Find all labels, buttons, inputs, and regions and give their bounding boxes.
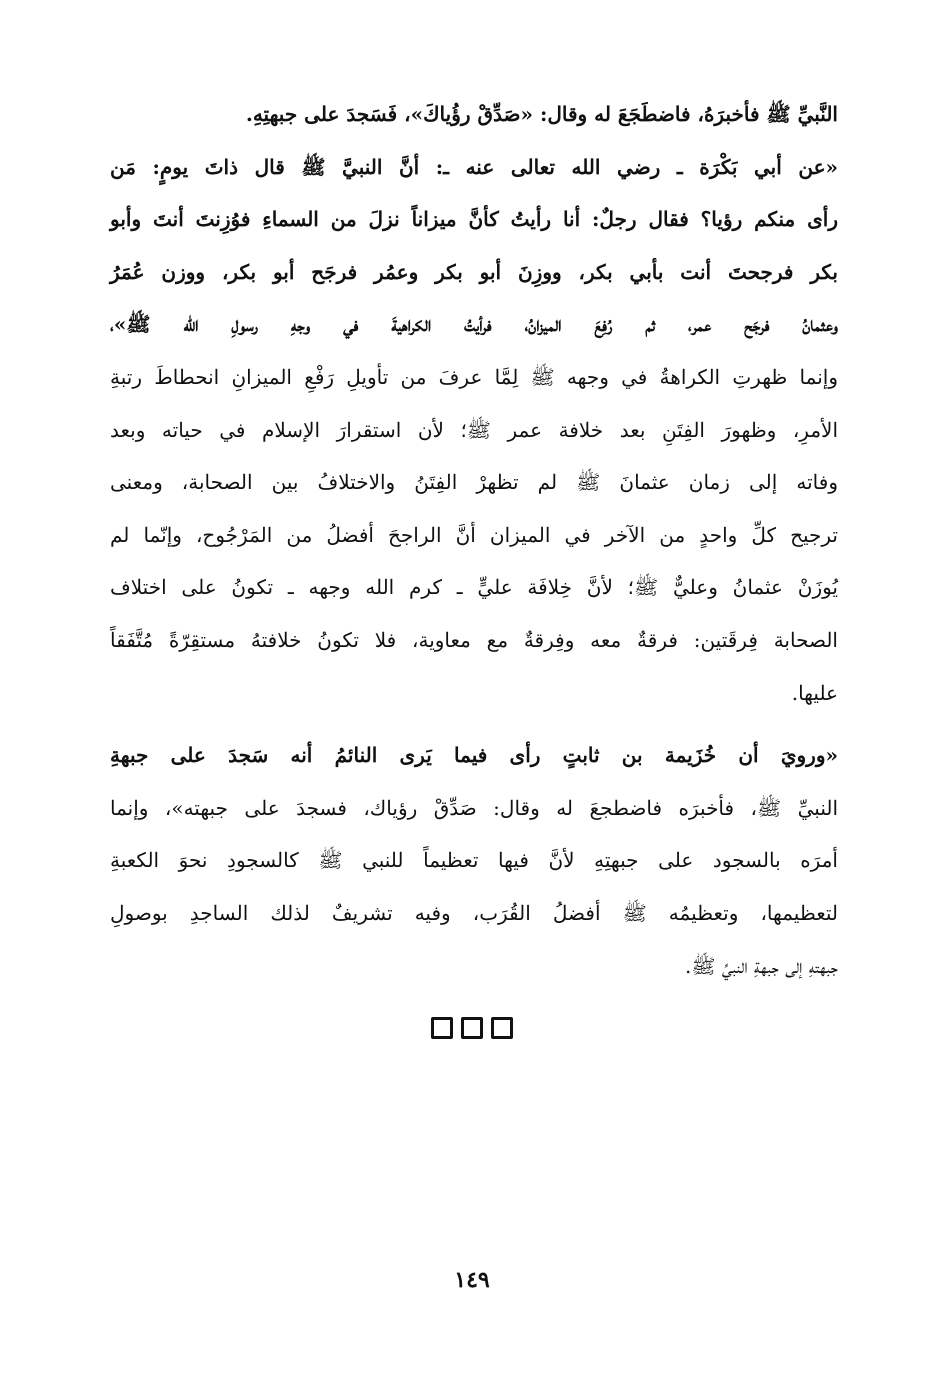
text-line: جبهتهِ إلى جبهةِ النبيِّ ﷺ. — [685, 953, 838, 978]
text-line: عليها. — [791, 680, 838, 705]
page-body — [110, 88, 838, 992]
text-line: وإنما ظهرتِ الكراهةُ في وجهه ﷺ لِمَّا عرفَ من تأويلِ رَفْعِ الميزانِ انحطاطَ رتبةِ — [110, 364, 838, 389]
text-line: الصحابة فِرقَتين: فرقةٌ معه وفِرقةٌ مع معاوية، فلا تكونُ خلافتهُ مستقِرّةً مُتَّفَقاً — [110, 627, 838, 652]
paragraph-1 — [110, 88, 838, 141]
text-line: الأمرِ، وظهورَ الفِتَنِ بعد خلافة عمر ﷺ؛ لأن استقرارَ الإسلام في حياته وبعد — [110, 417, 838, 442]
text-line: «ورويَ أن خُزَيمة بن ثابتٍ رأى فيما يَرى النائمُ أنه سَجدَ على جبهةِ — [110, 743, 838, 768]
text-line: بكر فرجحتَ أنت بأبي بكر، ووزِنَ أبو بكر وعمُر فرجَح أبو بكر، ووزن عُمَرُ — [110, 259, 838, 284]
separator-box-icon — [431, 1017, 453, 1039]
section-separator — [0, 1017, 944, 1039]
paragraph-2 — [110, 141, 838, 720]
text-line: رأى منكم رؤيا؟ فقال رجلٌ: أنا رأيتُ كأنَّ ميزاناً نزلَ من السماءِ فوُزِنتَ أنتَ وأبو — [110, 207, 838, 232]
text-line: النَّبيِّ ﷺ فأخبرَهُ، فاضطَجَعَ له وقال: «صَدِّقْ رؤُياكَ»، فَسَجدَ على جبهتِهِ. — [245, 102, 838, 126]
separator-box-icon — [461, 1017, 483, 1039]
text-line: النبيِّ ﷺ، فأخبرَه فاضطجعَ له وقال: صَدِّقْ رؤياك، فسجدَ على جبهته»، وإنما — [110, 795, 838, 820]
text-line: ترجيح كلِّ واحدٍ من الآخر في الميزان أنَّ الراجحَ أفضلُ من المَرْجُوح، وإنّما لم — [110, 522, 838, 547]
page-number: ١٤٩ — [454, 1267, 490, 1293]
text-line: أمرَه بالسجود على جبهتِهِ لأنَّ فيها تعظيماً للنبي ﷺ كالسجودِ نحوَ الكعبةِ — [110, 848, 838, 873]
text-line: وعثمانُ فرجَح عمر، ثم رُفِعَ الميزانُ، فرأيتُ الكراهيةَ في وجهِ رسولِ الله ﷺ»، — [110, 312, 838, 337]
text-line: يُوزَنْ عثمانُ وعليٌّ ﷺ؛ لأنَّ خِلافَة عليٍّ ـ كرم الله وجهه ـ تكونُ على اختلاف — [110, 575, 838, 600]
text-line: لتعظيمها، وتعظيمُه ﷺ أفضلُ القُرَب، وفيه تشريفٌ لذلك الساجدِ بوصولِ — [110, 900, 839, 925]
separator-box-icon — [491, 1017, 513, 1039]
text-line: وفاته إلى زمان عثمانَ ﷺ لم تظهرْ الفِتَنُ والاختلافُ بين الصحابة، ومعنى — [110, 470, 838, 495]
paragraph-3 — [110, 729, 838, 992]
text-line: «عن أبي بَكْرَة ـ رضي الله تعالى عنه ـ: أنَّ النبيَّ ﷺ قال ذاتَ يومٍ: مَن — [110, 154, 838, 179]
